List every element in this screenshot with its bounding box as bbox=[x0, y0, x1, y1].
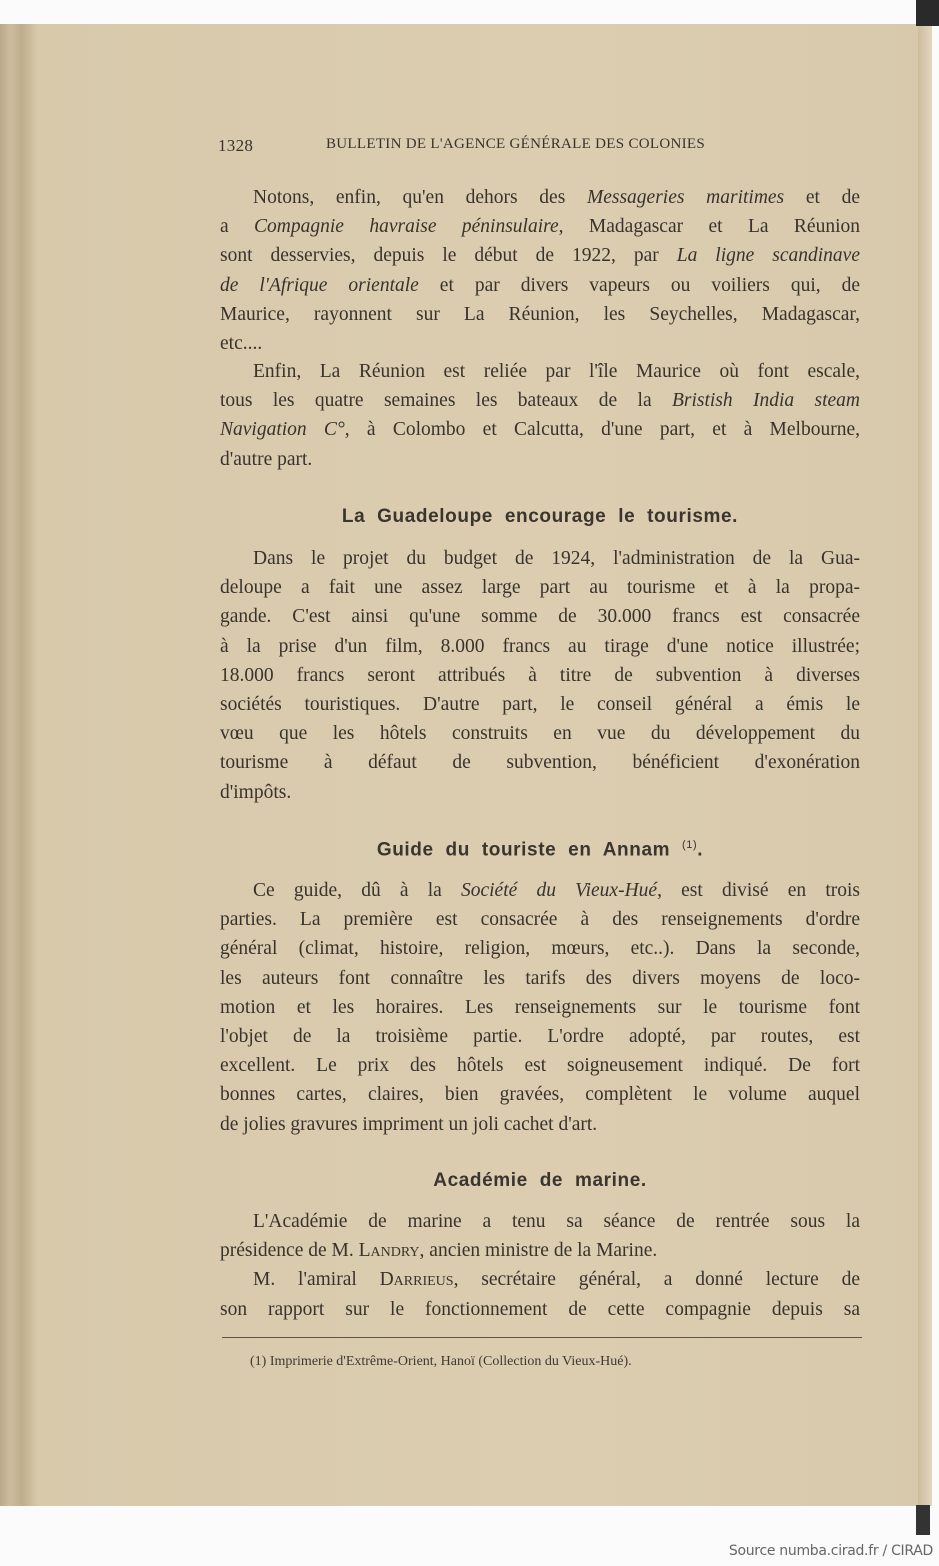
text-run: l'objet de la troisième partie. L'ordre adopté, par routes, est bbox=[220, 1025, 860, 1047]
text-run: Enfin, La Réunion est reliée par l'île Maurice où font escale, bbox=[253, 361, 860, 382]
paragraph bbox=[220, 544, 860, 807]
italic-text: Bristish India steam bbox=[671, 390, 860, 412]
text-run: L'Académie de marine a tenu sa séance de rentrée sous la bbox=[253, 1211, 860, 1232]
text-line bbox=[220, 386, 860, 415]
text-run: , secrétaire général, a donné lecture de bbox=[453, 1269, 860, 1291]
text-run: tourisme à défaut de subvention, bénéficient d'exonération bbox=[220, 752, 860, 774]
text-run: d'impôts. bbox=[220, 781, 292, 803]
text-run: motion et les horaires. Les renseignements sur le tourisme font bbox=[220, 996, 860, 1018]
text-line bbox=[220, 1295, 860, 1324]
text-line bbox=[220, 964, 860, 993]
paragraph bbox=[220, 1207, 860, 1324]
text-run: deloupe a fait une assez large part au tourisme et à la propa- bbox=[220, 577, 860, 599]
text-run: bonnes cartes, claires, bien gravées, complètent le volume auquel bbox=[220, 1084, 860, 1106]
text-line bbox=[220, 357, 860, 386]
paragraph bbox=[220, 357, 860, 474]
text-line bbox=[220, 329, 860, 358]
text-line bbox=[220, 1051, 860, 1080]
paragraph bbox=[220, 183, 860, 358]
text-run: parties. La première est consacrée à des renseignements d'ordre bbox=[220, 909, 860, 931]
text-line bbox=[220, 415, 860, 444]
text-run: sociétés touristiques. D'autre part, le conseil général a émis le bbox=[220, 693, 860, 715]
text-run: et de bbox=[784, 187, 861, 208]
text-line bbox=[220, 183, 860, 212]
text-run: , à Colombo et Calcutta, d'une part, et à Melbourne, bbox=[344, 419, 860, 441]
heading-text: Guide du touriste en Annam bbox=[376, 839, 671, 861]
text-line bbox=[220, 573, 860, 602]
text-run: à la prise d'un film, 8.000 francs au tirage d'une notice illustrée; bbox=[220, 635, 860, 657]
text-line bbox=[220, 905, 860, 934]
text-line bbox=[220, 748, 860, 777]
text-line bbox=[220, 934, 860, 963]
text-line bbox=[220, 212, 860, 241]
section-heading: Académie de marine. bbox=[433, 1170, 647, 1191]
text-run: , est divisé en trois bbox=[657, 880, 860, 901]
text-run: général (climat, histoire, religion, mœurs, etc..). Dans la seconde, bbox=[220, 938, 860, 960]
text-line bbox=[220, 876, 860, 905]
text-run: et par divers vapeurs ou voiliers qui, de bbox=[418, 274, 860, 296]
text-line bbox=[220, 602, 860, 631]
binding-strip bbox=[916, 0, 939, 26]
text-line bbox=[220, 300, 860, 329]
text-run: Maurice, rayonnent sur La Réunion, les Seychelles, Madagascar, bbox=[220, 303, 860, 325]
text-run: Dans le projet du budget de 1924, l'administration de la Gua- bbox=[253, 548, 860, 569]
text-line bbox=[220, 1236, 860, 1265]
page-edge bbox=[918, 24, 932, 1506]
text-line bbox=[220, 690, 860, 719]
text-line bbox=[220, 632, 860, 661]
footnote-divider bbox=[222, 1337, 862, 1338]
text-run: présidence de M. bbox=[220, 1240, 359, 1262]
text-run: vœu que les hôtels construits en vue du développement du bbox=[220, 723, 860, 745]
running-title: BULLETIN DE L'AGENCE GÉNÉRALE DES COLONIES bbox=[326, 136, 706, 152]
text-run: tous les quatre semaines les bateaux de la bbox=[220, 390, 672, 412]
text-line bbox=[220, 661, 860, 690]
text-line bbox=[220, 544, 860, 573]
text-run: d'autre part. bbox=[220, 448, 313, 470]
text-line bbox=[220, 1265, 860, 1294]
text-run: etc.... bbox=[220, 332, 263, 354]
italic-text: Messageries maritimes bbox=[586, 187, 785, 208]
italic-text: La ligne scandinave bbox=[676, 245, 860, 267]
footnote-ref: (1) bbox=[682, 839, 698, 851]
text-line bbox=[220, 993, 860, 1022]
text-run: a bbox=[220, 216, 255, 238]
text-line bbox=[220, 271, 860, 300]
text-line bbox=[220, 719, 860, 748]
section-heading: La Guadeloupe encourage le tourisme. bbox=[341, 506, 739, 527]
text-line bbox=[220, 445, 860, 474]
text-line bbox=[220, 241, 860, 270]
source-credit: Source numba.cirad.fr / CIRAD bbox=[728, 1543, 933, 1559]
heading-punct: . bbox=[697, 839, 704, 861]
text-run: Ce guide, dû à la bbox=[253, 880, 461, 901]
italic-text: de l'Afrique orientale bbox=[220, 274, 419, 296]
text-run: les auteurs font connaître les tarifs des divers moyens de loco- bbox=[220, 967, 860, 989]
text-line bbox=[220, 1110, 860, 1139]
text-line bbox=[220, 1080, 860, 1109]
italic-text: Société du Vieux-Hué bbox=[460, 880, 658, 901]
text-run: excellent. Le prix des hôtels est soigneusement indiqué. De fort bbox=[220, 1055, 860, 1077]
text-run: 18.000 francs seront attribués à titre de subvention à diverses bbox=[220, 664, 860, 686]
name-text: Darrieus bbox=[379, 1269, 454, 1291]
text-run: son rapport sur le fonctionnement de cette compagnie depuis sa bbox=[220, 1298, 860, 1320]
italic-text: Navigation C° bbox=[220, 419, 345, 441]
text-run: , ancien ministre de la Marine. bbox=[419, 1240, 658, 1262]
binding-strip bbox=[916, 1505, 930, 1535]
text-run: sont desservies, depuis le début de 1922, par bbox=[220, 245, 677, 267]
text-line bbox=[220, 1022, 860, 1051]
text-run: Notons, enfin, qu'en dehors des bbox=[253, 187, 587, 208]
text-run: , Madagascar et La Réunion bbox=[558, 216, 860, 238]
text-line bbox=[220, 778, 860, 807]
footnote: (1) Imprimerie d'Extrême-Orient, Hanoï (Collection du Vieux-Hué). bbox=[250, 1354, 632, 1369]
text-run: de jolies gravures impriment un joli cachet d'art. bbox=[220, 1113, 598, 1135]
name-text: Landry bbox=[358, 1240, 420, 1262]
text-run: gande. C'est ainsi qu'une somme de 30.000 francs est consacrée bbox=[220, 606, 860, 628]
page-number: 1328 bbox=[218, 136, 254, 155]
italic-text: Compagnie havraise péninsulaire bbox=[254, 216, 559, 238]
section-heading bbox=[220, 839, 860, 861]
paragraph bbox=[220, 876, 860, 1139]
text-line bbox=[220, 1207, 860, 1236]
text-run: M. l'amiral bbox=[253, 1269, 380, 1291]
